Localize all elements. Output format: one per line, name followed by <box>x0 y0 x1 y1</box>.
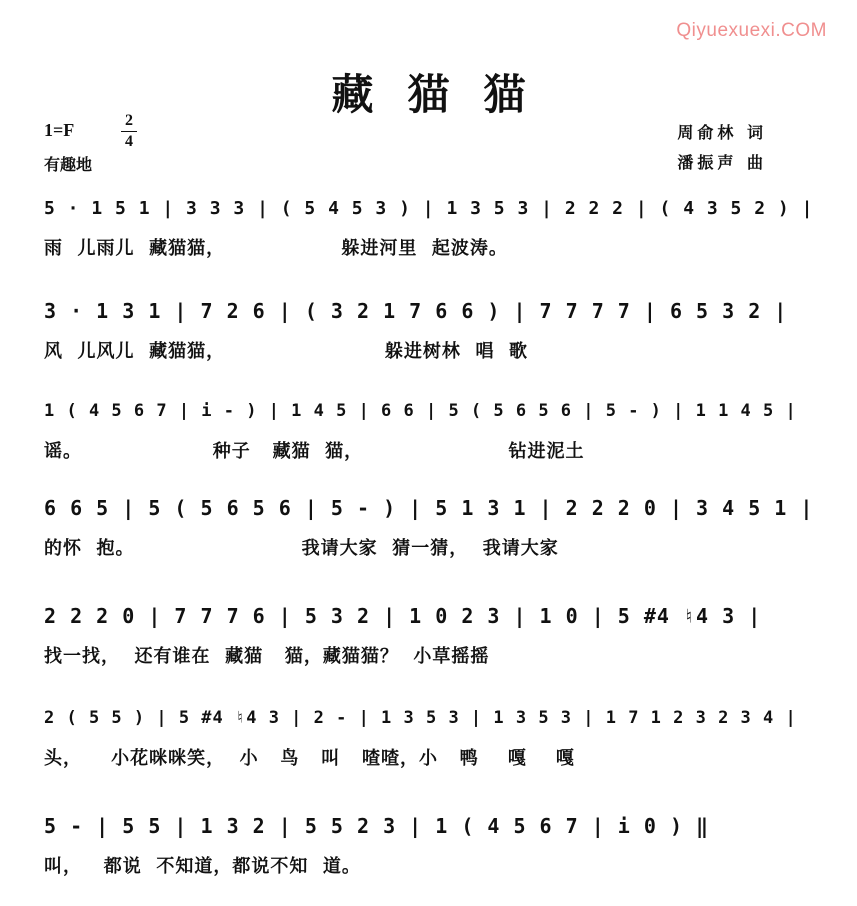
notation-line: 2 2 2 0 | 7 7 7 6 | 5 3 2 | 1 0 2 3 | 1 0 | 5 #4 ♮4 3 | <box>44 604 762 628</box>
song-title: 藏猫猫 <box>331 70 560 119</box>
time-signature-top: 2 <box>125 112 133 129</box>
lyrics-line: 叫， 都说 不知道，都说不知 道。 <box>44 856 361 877</box>
lyrics-line: 雨 儿雨儿 藏猫猫， 躲进河里 起波涛。 <box>44 238 508 259</box>
lyrics-line: 找一找， 还有谁在 藏猫 猫，藏猫猫？ 小草摇摇 <box>44 646 490 667</box>
notation-line: 5 · 1 5 1 | 3 3 3 | ( 5 4 5 3 ) | 1 3 5 3 | 2 2 2 | ( 4 3 5 2 ) | <box>44 197 814 219</box>
watermark: Qiyuexuexi.COM <box>676 20 827 41</box>
time-signature-bottom: 4 <box>125 133 133 150</box>
notation-line: 3 · 1 3 1 | 7 2 6 | ( 3 2 1 7 6 6 ) | 7 7 7 7 | 6 5 3 2 | <box>44 299 788 323</box>
lyricist-credit: 周俞林 词 <box>677 123 767 142</box>
lyrics-line: 头， 小花咪咪笑， 小 鸟 叫 喳喳，小 鸭 嘎 嘎 <box>44 748 575 769</box>
time-signature <box>121 112 137 151</box>
composer-credit: 潘振声 曲 <box>677 153 767 172</box>
notation-line: 2 ( 5 5 ) | 5 #4 ♮4 3 | 2 - | 1 3 5 3 | 1 3 5 3 | 1 7 1 2 3 2 3 4 | <box>44 708 797 728</box>
notation-line: 6 6 5 | 5 ( 5 6 5 6 | 5 - ) | 5 1 3 1 | 2 2 2 0 | 3 4 5 1 | <box>44 496 814 520</box>
key-signature: 1=F <box>44 120 75 140</box>
notation-line: 1 ( 4 5 6 7 | i - ) | 1 4 5 | 6 6 | 5 ( 5 6 5 6 | 5 - ) | 1 1 4 5 | <box>44 401 797 421</box>
lyrics-line: 谣。 种子 藏猫 猫， 钻进泥土 <box>44 441 585 462</box>
lyrics-line: 风 儿风儿 藏猫猫， 躲进树林 唱 歌 <box>44 341 528 362</box>
notation-line: 5 - | 5 5 | 1 3 2 | 5 5 2 3 | 1 ( 4 5 6 7 | i 0 ) ‖ <box>44 814 710 838</box>
tempo-marking: 有趣地 <box>44 155 93 174</box>
lyrics-line: 的怀 抱。 我请大家 猜一猜， 我请大家 <box>44 538 559 559</box>
